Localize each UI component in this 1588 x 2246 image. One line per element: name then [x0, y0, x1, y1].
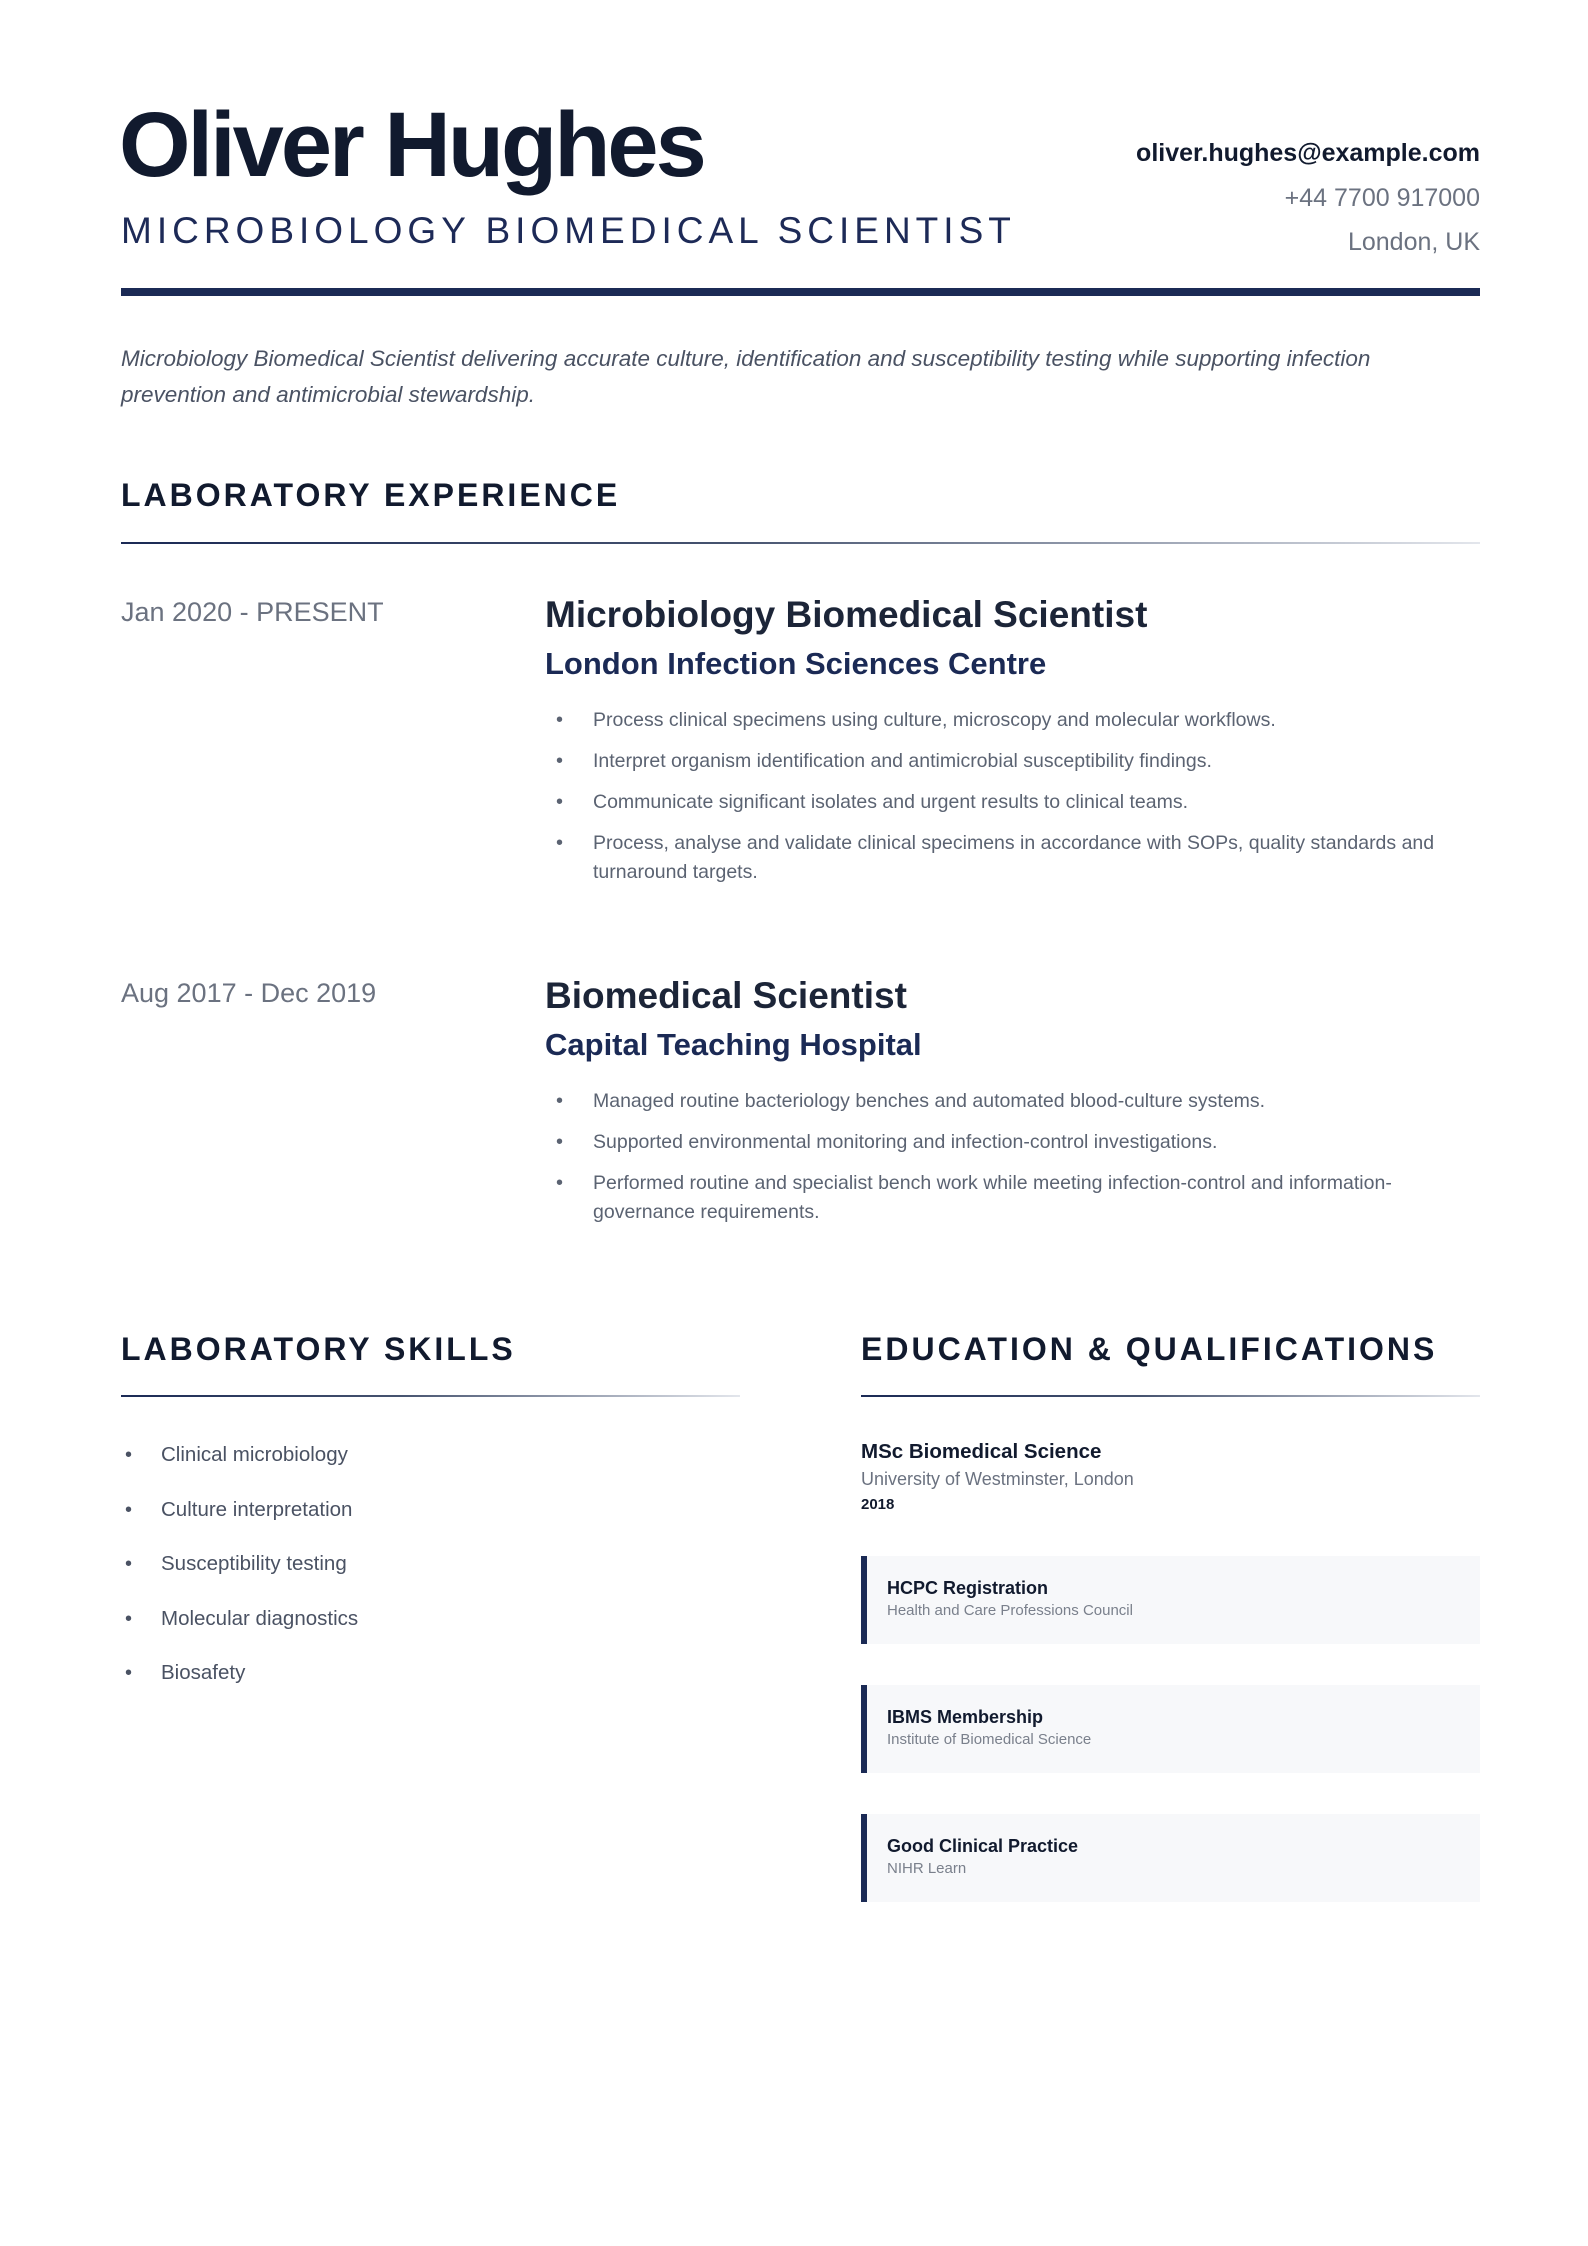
header-divider [121, 288, 1480, 296]
contact-phone[interactable]: +44 7700 917000 [1284, 183, 1480, 212]
job-bullet: • Interpret organism identification and antimicrobial susceptibility findings. [545, 747, 1480, 776]
contact-location: London, UK [1347, 228, 1480, 256]
job-bullets [545, 1087, 1480, 1227]
skill-item: • Culture interpretation [121, 1495, 358, 1525]
professional-summary: Microbiology Biomedical Scientist delivering accurate culture, identification and susceptibility testing while supporting infection prevention and antimicrobial stewardship. [121, 346, 1371, 407]
skill-item: • Susceptibility testing [121, 1549, 358, 1579]
job-details [545, 592, 1480, 899]
resume-page [121, 0, 1480, 2246]
certification-card [861, 1556, 1480, 1644]
section-divider-skills [121, 1395, 740, 1397]
job-bullet: • Managed routine bacteriology benches and automated blood-culture systems. [545, 1087, 1480, 1116]
job-title: Biomedical Scientist [545, 975, 907, 1016]
job-bullet: • Process, analyse and validate clinical specimens in accordance with SOPs, quality standards and turnaround targets. [545, 829, 1480, 887]
job-bullet: • Process clinical specimens using culture, microscopy and molecular workflows. [545, 706, 1480, 735]
job-details [545, 973, 1480, 1239]
section-title-education: EDUCATION & QUALIFICATIONS [861, 1331, 1438, 1367]
certification-name: HCPC Registration [887, 1578, 1049, 1598]
skills-list [121, 1440, 358, 1713]
certification-name: Good Clinical Practice [887, 1836, 1079, 1856]
certification-org: Health and Care Professions Council [887, 1602, 1133, 1619]
certification-org: Institute of Biomedical Science [887, 1731, 1092, 1748]
degree-year: 2018 [861, 1496, 895, 1513]
job-bullet: • Performed routine and specialist bench work while meeting infection-control and information-governance requirements. [545, 1169, 1480, 1227]
certification-card [861, 1814, 1480, 1902]
certification-card [861, 1685, 1480, 1773]
skill-item: • Clinical microbiology [121, 1440, 358, 1470]
job-company: Capital Teaching Hospital [545, 1027, 922, 1062]
degree-school: University of Westminster, London [861, 1469, 1134, 1489]
certification-org: NIHR Learn [887, 1860, 967, 1877]
section-divider-experience [121, 542, 1480, 544]
candidate-role: MICROBIOLOGY BIOMEDICAL SCIENTIST [121, 210, 1016, 251]
skill-item: • Biosafety [121, 1658, 358, 1688]
education-entry [861, 1438, 1480, 1517]
job-dates: Aug 2017 - Dec 2019 [121, 978, 377, 1008]
section-title-skills: LABORATORY SKILLS [121, 1331, 516, 1367]
resume-header [121, 95, 1480, 295]
job-bullet: • Communicate significant isolates and urgent results to clinical teams. [545, 788, 1480, 817]
job-dates: Jan 2020 - PRESENT [121, 597, 384, 627]
job-title: Microbiology Biomedical Scientist [545, 594, 1148, 635]
contact-email[interactable]: oliver.hughes@example.com [1136, 139, 1480, 167]
degree-name: MSc Biomedical Science [861, 1440, 1102, 1463]
section-title-experience: LABORATORY EXPERIENCE [121, 477, 621, 513]
section-divider-education [861, 1395, 1480, 1397]
candidate-name: Oliver Hughes [119, 94, 704, 196]
job-company: London Infection Sciences Centre [545, 646, 1047, 681]
certification-name: IBMS Membership [887, 1707, 1044, 1727]
job-bullet: • Supported environmental monitoring and infection-control investigations. [545, 1128, 1480, 1157]
contact-block [1136, 131, 1480, 265]
job-bullets [545, 706, 1480, 887]
skill-item: • Molecular diagnostics [121, 1604, 358, 1634]
